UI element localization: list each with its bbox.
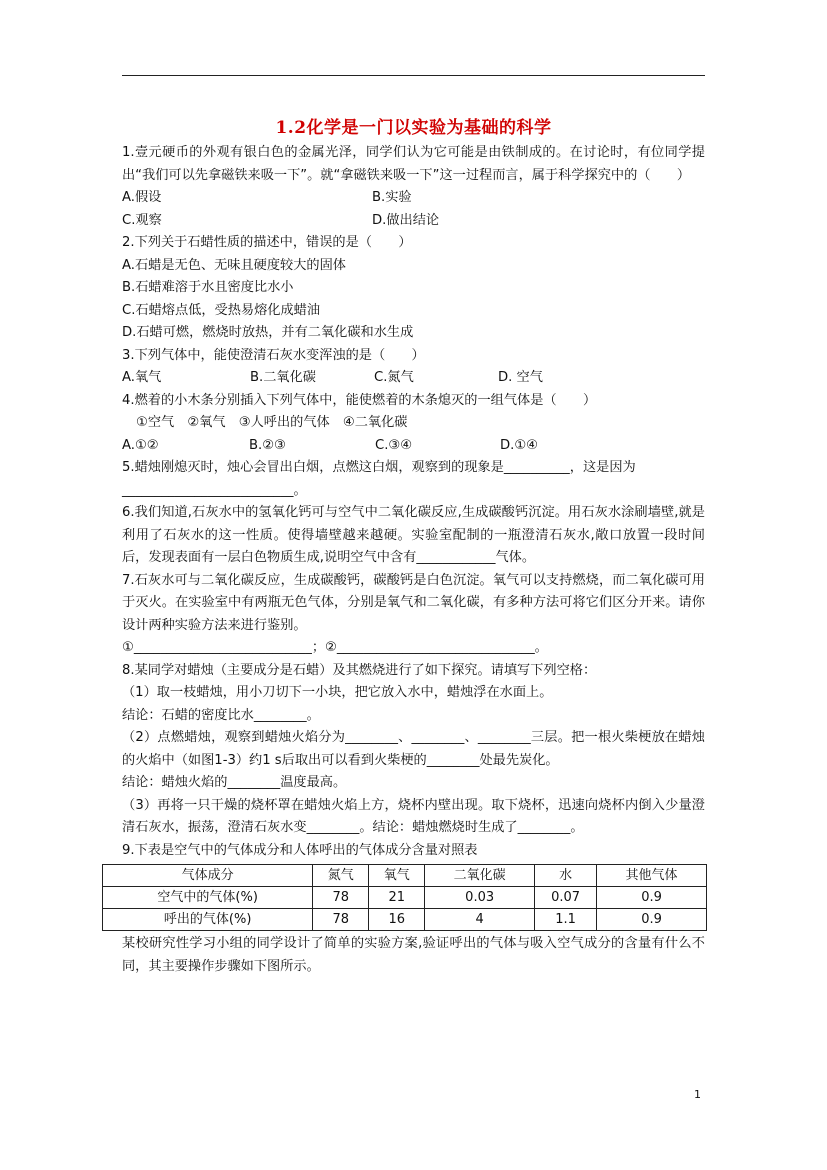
q3-option-b: B.二氧化碳 xyxy=(250,370,316,385)
table-header-cell: 氧气 xyxy=(369,865,425,887)
q1-option-d: D.做出结论 xyxy=(372,212,440,228)
q1-option-c: C.观察 xyxy=(122,212,162,228)
q1-option-a: A.假设 xyxy=(122,190,162,205)
q2-stem: 2.下列关于石蜡性质的描述中，错误的是（ ） xyxy=(122,235,412,250)
q9-after-text: 某校研究性学习小组的同学设计了简单的实验方案,验证呼出的气体与吸入空气成分的含量有什么不同，其主要操作步骤如下图所示。 xyxy=(122,936,705,974)
q1-options-row2 xyxy=(122,210,705,233)
q8-step3: （3）再将一只干燥的烧杯罩在蜡烛火焰上方，烧杯内壁出现。取下烧杯，迅速向烧杯内倒入少量澄清石灰水，振荡，澄清石灰水变________。结论：蜡烛燃烧时生成了________。 xyxy=(122,797,705,835)
table-header-cell: 二氧化碳 xyxy=(425,865,535,887)
table-cell: 呼出的气体(%) xyxy=(103,909,313,931)
page-number: 1 xyxy=(694,1088,701,1101)
table-header-row xyxy=(103,865,707,887)
q6-text: 6.我们知道,石灰水中的氢氧化钙可与空气中二氧化碳反应,生成碳酸钙沉淀。用石灰水涂刷墙壁,就是利用了石灰水的这一性质。使得墙壁越来越硬。实验室配制的一瓶澄清石灰水,敞口放置一段时间后，发现表面有一层白色物质生成,说明空气中含有____________气体。 xyxy=(122,505,705,565)
q5-line2: __________________________。 xyxy=(122,482,307,498)
q8-conclusion1: 结论：石蜡的密度比水________。 xyxy=(122,707,320,723)
q3-option-d: D. 空气 xyxy=(498,370,543,385)
q7-stem: 7.石灰水可与二氧化碳反应，生成碳酸钙，碳酸钙是白色沉淀。氧气可以支持燃烧，而二氧化碳可用于灭火。在实验室中有两瓶无色气体，分别是氧气和二氧化碳，有多种方法可将它们区分开来。请你设计两种实验方法来进行鉴别。 xyxy=(122,572,705,633)
q5-line1: 5.蜡烛刚熄灭时，烛心会冒出白烟，点燃这白烟，观察到的现象是__________，这是因为 xyxy=(122,460,636,475)
q4-option-d: D.①④ xyxy=(500,437,538,453)
table-cell: 4 xyxy=(425,909,535,931)
q1-options-row1 xyxy=(122,187,705,210)
q3-options xyxy=(122,367,705,390)
table-cell: 0.07 xyxy=(535,887,597,909)
q4-option-c: C.③④ xyxy=(375,437,413,453)
table-cell: 1.1 xyxy=(535,909,597,931)
table-row xyxy=(103,887,707,909)
table-row xyxy=(103,909,707,931)
table-cell: 0.9 xyxy=(597,909,707,931)
q2-option-d: D.石蜡可燃，燃烧时放热，并有二氧化碳和水生成 xyxy=(122,325,414,340)
gas-composition-table xyxy=(102,864,707,931)
q3-option-c: C.氮气 xyxy=(374,370,414,385)
q3-stem: 3.下列气体中，能使澄清石灰水变浑浊的是（ ） xyxy=(122,347,425,363)
q3-option-a: A.氧气 xyxy=(122,370,162,385)
q8-step2: （2）点燃蜡烛，观察到蜡烛火焰分为________、________、________三层。把一根火柴梗放在蜡烛的火焰中（如图1-3）约1 s后取出可以看到火柴梗的________处最先炭化。 xyxy=(122,730,705,768)
q8-conclusion2: 结论：蜡烛火焰的________温度最高。 xyxy=(122,775,347,790)
header-rule xyxy=(122,75,705,76)
document-body xyxy=(122,142,705,978)
q1-stem: 1.壹元硬币的外观有银白色的金属光泽，同学们认为它可能是由铁制成的。在讨论时，有位同学提出“我们可以先拿磁铁来吸一下”。就“拿磁铁来吸一下”这一过程而言，属于科学探究中的（ ） xyxy=(122,145,705,183)
q2-option-a: A.石蜡是无色、无味且硬度较大的固体 xyxy=(122,257,346,273)
table-header-cell: 水 xyxy=(535,865,597,887)
table-cell: 16 xyxy=(369,909,425,931)
q4-options xyxy=(122,435,705,458)
q2-option-b: B.石蜡难溶于水且密度比水小 xyxy=(122,280,294,295)
table-cell: 0.03 xyxy=(425,887,535,909)
page-title: 1.2化学是一门以实验为基础的科学 xyxy=(275,118,552,138)
q8-step1: （1）取一枝蜡烛，用小刀切下一小块，把它放入水中，蜡烛浮在水面上。 xyxy=(122,685,553,700)
table-header-cell: 其他气体 xyxy=(597,865,707,887)
q7-answer-blanks: ①___________________________；②______________________________。 xyxy=(122,640,548,655)
table-cell: 78 xyxy=(313,909,369,931)
table-header-cell: 氮气 xyxy=(313,865,369,887)
q4-option-b: B.②③ xyxy=(249,437,286,453)
table-cell: 0.9 xyxy=(597,887,707,909)
table-cell: 78 xyxy=(313,887,369,909)
q4-stem: 4.燃着的小木条分别插入下列气体中，能使燃着的木条熄灭的一组气体是（ ） xyxy=(122,392,597,408)
table-header-cell: 气体成分 xyxy=(103,865,313,887)
table-cell: 21 xyxy=(369,887,425,909)
q1-option-b: B.实验 xyxy=(372,190,412,205)
q8-stem: 8.某同学对蜡烛（主要成分是石蜡）及其燃烧进行了如下探究。请填写下列空格： xyxy=(122,662,597,678)
q2-option-c: C.石蜡熔点低，受热易熔化成蜡油 xyxy=(122,302,321,318)
q4-option-a: A.①② xyxy=(122,437,159,453)
q9-stem: 9.下表是空气中的气体成分和人体呼出的气体成分含量对照表 xyxy=(122,842,478,858)
q4-items: ①空气 ②氧气 ③人呼出的气体 ④二氧化碳 xyxy=(136,415,408,430)
table-cell: 空气中的气体(%) xyxy=(103,887,313,909)
